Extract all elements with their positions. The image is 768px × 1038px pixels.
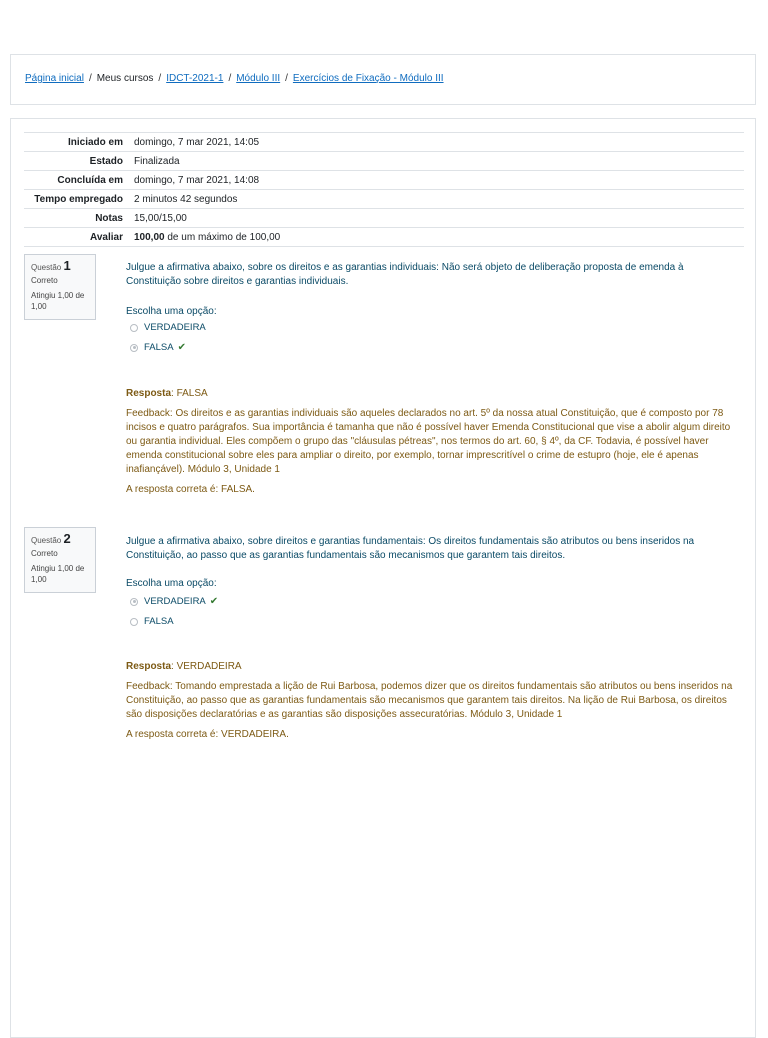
feedback-block-2 [126,660,734,742]
choose-option-prompt-1: Escolha uma opção: [126,306,217,317]
started-value: domingo, 7 mar 2021, 14:05 [131,133,744,152]
completed-value: domingo, 7 mar 2021, 14:08 [131,171,744,190]
breadcrumb [25,73,444,84]
state-value: Finalizada [131,152,744,171]
summary-row-time [24,190,744,209]
question-number [31,531,89,546]
grade-max: de um máximo de 100,00 [164,232,281,243]
question-status: Correto [31,276,58,285]
question-number [31,258,89,273]
breadcrumb-separator: / [285,73,288,84]
summary-row-grade [24,228,744,247]
radio-button-selected[interactable] [130,344,138,352]
answer-line [126,660,734,674]
breadcrumb-separator: / [88,73,92,84]
breadcrumb-home-link[interactable]: Página inicial [25,73,84,84]
check-icon: ✔ [177,342,186,353]
question-info-2 [24,527,96,593]
breadcrumb-courses: Meus cursos [96,73,154,84]
state-label: Estado [24,152,131,171]
option-label: FALSA [144,616,174,627]
option-label: VERDADEIRA [144,596,206,607]
summary-row-state [24,152,744,171]
check-icon: ✔ [209,596,219,607]
radio-button[interactable] [130,618,138,626]
right-answer: A resposta correta é: VERDADEIRA. [126,729,289,740]
grade-label: Avaliar [24,228,131,247]
question-label: Questão [31,263,62,272]
answer-value: : VERDADEIRA [171,661,242,672]
question-grade: Atingiu 1,00 de 1,00 [31,291,85,311]
radio-button[interactable] [130,324,138,332]
time-value: 2 minutos 42 segundos [131,190,744,209]
completed-label: Concluída em [24,171,131,190]
option-label: FALSA [144,342,174,353]
question-number-value: 2 [63,531,71,546]
option-label: VERDADEIRA [144,322,206,333]
question-info-1 [24,254,96,320]
attempt-summary-table [24,132,744,247]
summary-row-completed [24,171,744,190]
option-verdadeira-2[interactable] [130,596,218,607]
breadcrumb-separator: / [228,73,232,84]
choose-option-prompt-2: Escolha uma opção: [126,578,217,589]
option-falsa-2[interactable] [130,616,174,627]
question-text-2: Julgue a afirmativa abaixo, sobre direitos e garantias fundamentais: Os direitos fundamentais são atributos ou bens inseridos na Constituição, ao passo que as garantias fundamentais são mecanismos que garantem tais direitos. [126,536,695,561]
time-label: Tempo empregado [24,190,131,209]
option-verdadeira-1[interactable] [130,322,206,333]
question-grade: Atingiu 1,00 de 1,00 [31,564,85,584]
feedback-block-1 [126,387,734,497]
quiz-review-container [10,118,756,1038]
marks-value: 15,00/15,00 [131,209,744,228]
question-status: Correto [31,549,58,558]
answer-value: : FALSA [171,388,208,399]
question-number-value: 1 [63,258,71,273]
summary-row-marks [24,209,744,228]
question-label: Questão [31,536,62,545]
feedback-text: Feedback: Os direitos e as garantias individuais são aqueles declarados no art. 5º da nossa atual Constituição, que é composto por 78 incisos e quatro parágrafos. Sua importância é tamanha que não é possível haver Emenda Constitucional que vise a abolir algum direito ou garantia individual. Eles compõem o grupo das "cláusulas pétreas", nos termos do art. 60, § 4º, da CF. Todavia, é possível haver emenda constitucional sobre eles para ampliar o direito, por exemplo, tornar imprescritível o crime de estupro (hoje, ele é apenas inafiançável). Módulo 3, Unidade 1 [126,408,731,475]
radio-button-selected[interactable] [130,598,138,606]
answer-label: Resposta [126,388,172,399]
grade-score: 100,00 [134,232,165,243]
marks-label: Notas [24,209,131,228]
answer-label: Resposta [126,661,172,672]
breadcrumb-container [10,54,756,105]
breadcrumb-course-link[interactable]: IDCT-2021-1 [166,73,224,84]
breadcrumb-separator: / [158,73,162,84]
question-text-1: Julgue a afirmativa abaixo, sobre os direitos e as garantias individuais: Não será objeto de deliberação proposta de emenda à Constituição sobre direitos e garantias individuais. [126,262,684,287]
breadcrumb-module-link[interactable]: Módulo III [236,73,281,84]
grade-value [131,228,744,247]
right-answer: A resposta correta é: FALSA. [126,484,255,495]
summary-row-started [24,133,744,152]
option-falsa-1[interactable] [130,342,186,353]
breadcrumb-quiz-link[interactable]: Exercícios de Fixação - Módulo III [292,73,444,84]
feedback-text: Feedback: Tomando emprestada a lição de Rui Barbosa, podemos dizer que os direitos fundamentais são atributos ou bens inseridos na Constituição, ao passo que as garantias fundamentais são mecanismos que garantem tais direitos. Na lição de Rui Barbosa, os direitos são disposições declaratórias e as garantias são disposições assecuratórias. Módulo 3, Unidade 1 [126,681,733,720]
started-label: Iniciado em [24,133,131,152]
answer-line [126,387,734,401]
